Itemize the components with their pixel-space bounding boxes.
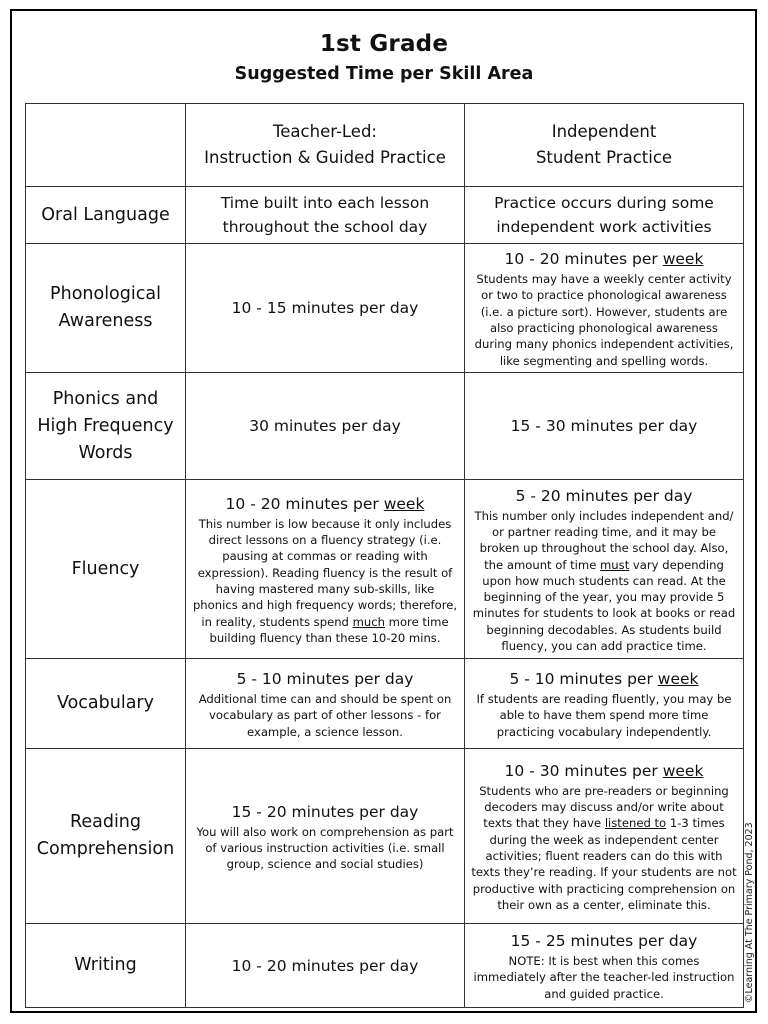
table-row-phonics xyxy=(26,373,744,480)
independent-cell xyxy=(465,244,744,373)
header-independent-line2: Student Practice xyxy=(535,148,673,167)
independent-note: NOTE: It is best when this comes immediately after the teacher-led instruction and guided practice. xyxy=(473,954,735,1001)
independent-cell xyxy=(465,480,744,659)
independent-cell xyxy=(465,924,744,1008)
teacher-time-line: 10 - 20 minutes per day xyxy=(231,956,419,975)
teacher-led-cell xyxy=(186,480,465,659)
skill-name: Phonological xyxy=(50,284,161,304)
skill-name: High Frequency xyxy=(37,415,174,436)
page-title: 1st Grade xyxy=(319,31,449,57)
teacher-led-cell xyxy=(186,244,465,373)
independent-time xyxy=(471,667,737,691)
teacher-time-line: throughout the school day xyxy=(222,218,428,236)
table-row-oral-language xyxy=(26,187,744,244)
teacher-led-cell xyxy=(186,924,465,1008)
skill-name: Fluency xyxy=(71,558,140,579)
table-header-row xyxy=(26,104,744,187)
independent-time-line: independent work activities xyxy=(496,218,712,236)
note-underlined-word: much xyxy=(352,614,385,629)
note-underlined-word: listened to xyxy=(604,816,667,831)
table-row-vocabulary xyxy=(26,659,744,749)
independent-cell xyxy=(465,659,744,749)
note-text: This number only includes independent and/ or partner reading time, and it may be broken up throughout the school day. Also, the amount of time xyxy=(474,508,734,572)
teacher-note: Additional time can and should be spent on vocabulary as part of other lessons - for example, a science lesson. xyxy=(198,692,452,739)
skill-cell xyxy=(26,924,186,1008)
note-text: Students who are pre-readers or beginning decoders may discuss and/or write about texts that they have xyxy=(479,783,729,831)
teacher-time-line: 30 minutes per day xyxy=(249,417,401,435)
teacher-led-cell xyxy=(186,659,465,749)
teacher-time-line: 10 - 15 minutes per day xyxy=(231,299,419,317)
skill-time-table xyxy=(25,103,744,1008)
note-underlined-word: must xyxy=(600,557,630,572)
table-row-reading-comprehension xyxy=(26,749,744,924)
teacher-note: You will also work on comprehension as part of various instruction activities (i.e. small group, science and social studies) xyxy=(196,824,454,872)
header-teacher-led xyxy=(186,104,465,187)
copyright-notice: ©Learning At The Primary Pond, 2023 xyxy=(744,822,755,1003)
time-prefix: 10 - 30 minutes per xyxy=(504,761,663,780)
time-unit-underlined: week xyxy=(662,761,704,780)
page-subtitle: Suggested Time per Skill Area xyxy=(234,64,534,84)
independent-cell xyxy=(465,373,744,480)
independent-cell xyxy=(465,187,744,244)
note-text: 1-3 times during the week as independent center activities; fluent readers can do this with texts they’re reading. If your students are not productive with practicing comprehension on their own as a center, eliminate this. xyxy=(471,816,737,912)
time-unit-underlined: week xyxy=(383,494,425,513)
skill-name: Reading xyxy=(69,812,142,832)
teacher-time xyxy=(192,492,458,516)
skill-cell xyxy=(26,244,186,373)
teacher-led-cell xyxy=(186,749,465,924)
independent-note xyxy=(471,783,737,913)
teacher-note xyxy=(192,516,458,646)
note-text: more time building fluency than these 10-20 mins. xyxy=(209,614,449,645)
independent-note xyxy=(471,508,737,655)
skill-name: Phonics and xyxy=(52,388,159,409)
independent-time xyxy=(471,759,737,783)
skill-cell xyxy=(26,480,186,659)
header-independent-line1: Independent xyxy=(551,122,657,141)
skill-cell xyxy=(26,187,186,244)
independent-note: Students may have a weekly center activity or two to practice phonological awareness (i.e. a picture sort). However, students are also practicing phonological awareness during many phonics independent activities, like segmenting and spelling words. xyxy=(474,272,734,368)
skill-cell xyxy=(26,659,186,749)
table-row-fluency xyxy=(26,480,744,659)
note-text: This number is low because it only includes direct lessons on a fluency strategy (i.e. pausing at commas or reading with expression). Reading fluency is the result of having mastered many sub-skills, like phonics and high frequency words; therefore, in reality, students spend xyxy=(192,516,458,629)
header-teacher-led-line2: Instruction & Guided Practice xyxy=(204,148,446,167)
skill-name: Comprehension xyxy=(36,839,175,859)
independent-time: 5 - 20 minutes per day xyxy=(515,486,693,505)
teacher-time: 5 - 10 minutes per day xyxy=(236,670,414,689)
independent-time-line: Practice occurs during some xyxy=(494,194,714,212)
header-independent xyxy=(465,104,744,187)
teacher-time-line: Time built into each lesson xyxy=(220,194,430,212)
independent-time xyxy=(471,247,737,271)
skill-name: Oral Language xyxy=(41,204,170,225)
teacher-led-cell xyxy=(186,187,465,244)
time-prefix: 5 - 10 minutes per xyxy=(509,670,658,689)
header-teacher-led-line1: Teacher-Led: xyxy=(273,122,377,141)
skill-cell xyxy=(26,373,186,480)
independent-cell xyxy=(465,749,744,924)
time-prefix: 10 - 20 minutes per xyxy=(225,494,384,513)
header-corner-cell xyxy=(26,104,186,187)
teacher-led-cell xyxy=(186,373,465,480)
time-unit-underlined: week xyxy=(662,250,704,269)
independent-time-line: 15 - 30 minutes per day xyxy=(510,417,698,435)
teacher-time: 15 - 20 minutes per day xyxy=(231,802,419,821)
skill-name: Awareness xyxy=(58,311,153,331)
time-unit-underlined: week xyxy=(657,670,699,689)
independent-note: If students are reading fluently, you may be able to have them spend more time practicing vocabulary independently. xyxy=(476,692,732,739)
skill-name: Words xyxy=(78,442,133,463)
skill-name: Vocabulary xyxy=(56,693,154,713)
note-text: vary depending upon how much students can read. At the beginning of the year, you may provide 5 minutes for students to look at books or read beginning decodables. As students build fluency, you can add practice time. xyxy=(472,557,736,654)
time-prefix: 10 - 20 minutes per xyxy=(504,250,663,269)
skill-name: Writing xyxy=(74,955,137,975)
skill-cell xyxy=(26,749,186,924)
table-row-phonological-awareness xyxy=(26,244,744,373)
table-row-writing xyxy=(26,924,744,1008)
independent-time: 15 - 25 minutes per day xyxy=(510,932,698,951)
